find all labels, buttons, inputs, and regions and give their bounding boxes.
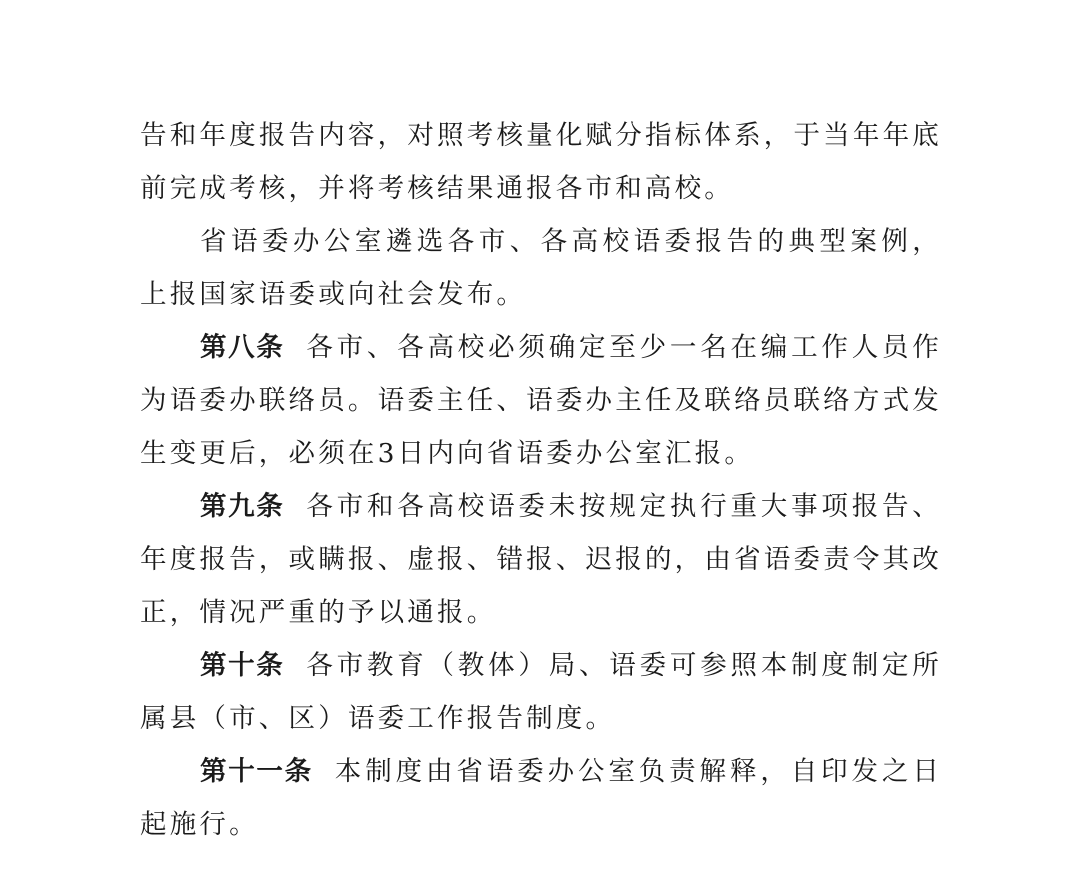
paragraph-case-report [140, 215, 942, 321]
article-text: 各市、各高校必须确定至少一名在编工作人员作为语委办联络员。语委主任、语委办主任及联络员联络方式发生变更后，必须在3日内向省语委办公室汇报。 [140, 332, 943, 469]
article-9 [140, 480, 942, 639]
article-number: 第八条 [200, 332, 285, 363]
document-body [140, 109, 942, 851]
article-text: 各市教育（教体）局、语委可参照本制度制定所属县（市、区）语委工作报告制度。 [140, 650, 943, 734]
article-text: 各市和各高校语委未按规定执行重大事项报告、年度报告，或瞒报、虚报、错报、迟报的，由省语委责令其改正，情况严重的予以通报。 [140, 491, 943, 628]
article-8 [140, 321, 942, 480]
paragraph-text: 省语委办公室遴选各市、各高校语委报告的典型案例，上报国家语委或向社会发布。 [140, 226, 942, 310]
article-number: 第九条 [200, 491, 285, 522]
article-number: 第十一条 [200, 756, 313, 787]
article-number: 第十条 [200, 650, 285, 681]
article-text: 本制度由省语委办公室负责解释，自印发之日起施行。 [140, 756, 943, 840]
paragraph-continuation [140, 109, 942, 215]
paragraph-text: 告和年度报告内容，对照考核量化赋分指标体系，于当年年底前完成考核，并将考核结果通报各市和高校。 [140, 120, 942, 204]
article-11 [140, 745, 942, 851]
article-10 [140, 639, 942, 745]
